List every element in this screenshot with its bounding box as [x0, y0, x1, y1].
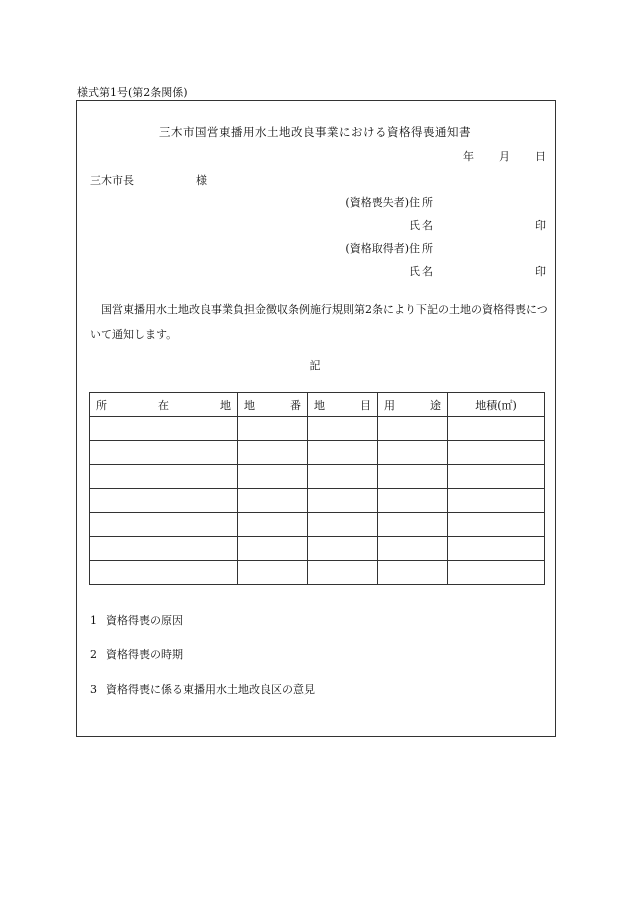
list-item-number: 2 [90, 648, 97, 661]
table-cell[interactable] [308, 537, 378, 561]
table-cell[interactable] [238, 561, 308, 585]
table-cell[interactable] [308, 465, 378, 489]
table-row [90, 537, 545, 561]
loser-name-role: 氏 [409, 219, 420, 232]
table-header-row [90, 393, 545, 417]
table-row [90, 489, 545, 513]
list-item [90, 681, 315, 697]
form-label: 様式第1号(第2条関係) [77, 86, 188, 99]
table-cell[interactable] [378, 465, 448, 489]
addressee-honorific: 様 [196, 174, 207, 187]
table-cell[interactable] [308, 441, 378, 465]
list-item [90, 612, 183, 628]
table-cell[interactable] [448, 513, 545, 537]
table-cell[interactable] [238, 489, 308, 513]
table-cell[interactable] [378, 441, 448, 465]
date-month: 月 [499, 150, 510, 163]
list-item-text: 資格得喪の原因 [106, 614, 183, 627]
table-cell[interactable] [238, 441, 308, 465]
table-cell[interactable] [238, 417, 308, 441]
table-cell[interactable] [90, 537, 238, 561]
header-area: 地積(㎡) [448, 393, 545, 417]
header-lot-number: 地番 [238, 393, 308, 417]
table-body [90, 417, 545, 585]
table-cell[interactable] [448, 417, 545, 441]
table-cell[interactable] [90, 513, 238, 537]
table-row [90, 417, 545, 441]
ki-heading: 記 [309, 359, 321, 372]
table-cell[interactable] [308, 489, 378, 513]
table-cell[interactable] [448, 489, 545, 513]
table-row [90, 561, 545, 585]
notice-body-text: 国営東播用水土地改良事業負担金徴収条例施行規則第2条により下記の土地の資格得喪について通知します。 [90, 303, 548, 341]
table-row [90, 465, 545, 489]
parcel-table [89, 392, 545, 585]
table-cell[interactable] [378, 417, 448, 441]
table-cell[interactable] [238, 513, 308, 537]
loser-address-role: (資格喪失者)住 [345, 196, 420, 209]
loser-name-label: 名 [422, 219, 433, 232]
acquirer-seal: 印 [535, 265, 546, 278]
loser-address-label: 所 [422, 196, 433, 209]
table-cell[interactable] [90, 561, 238, 585]
table-cell[interactable] [448, 561, 545, 585]
table-cell[interactable] [238, 465, 308, 489]
list-item-text: 資格得喪の時期 [106, 648, 183, 661]
table-cell[interactable] [448, 465, 545, 489]
table-cell[interactable] [308, 417, 378, 441]
addressee-name: 三木市長 [90, 174, 134, 187]
acquirer-name-role: 氏 [409, 265, 420, 278]
table-cell[interactable] [308, 561, 378, 585]
acquirer-address-label: 所 [422, 242, 433, 255]
table-cell[interactable] [378, 561, 448, 585]
list-item-number: 3 [90, 683, 97, 696]
table-row [90, 441, 545, 465]
table-cell[interactable] [448, 441, 545, 465]
document-title: 三木市国営東播用水土地改良事業における資格得喪通知書 [159, 125, 471, 139]
table-cell[interactable] [378, 537, 448, 561]
list-item-number: 1 [90, 614, 97, 627]
date-day: 日 [535, 150, 546, 163]
header-usage: 用途 [378, 393, 448, 417]
list-item [90, 646, 183, 662]
header-land-category: 地目 [308, 393, 378, 417]
table-cell[interactable] [378, 489, 448, 513]
acquirer-name-label: 名 [422, 265, 433, 278]
table-row [90, 513, 545, 537]
header-location: 所在地 [90, 393, 238, 417]
table-cell[interactable] [378, 513, 448, 537]
loser-seal: 印 [535, 219, 546, 232]
table-cell[interactable] [90, 489, 238, 513]
list-item-text: 資格得喪に係る東播用水土地改良区の意見 [106, 683, 315, 696]
table-cell[interactable] [90, 441, 238, 465]
table-cell[interactable] [90, 417, 238, 441]
date-year: 年 [463, 150, 474, 163]
table-cell[interactable] [448, 537, 545, 561]
table-cell[interactable] [308, 513, 378, 537]
table-cell[interactable] [90, 465, 238, 489]
table-cell[interactable] [238, 537, 308, 561]
acquirer-address-role: (資格取得者)住 [345, 242, 420, 255]
